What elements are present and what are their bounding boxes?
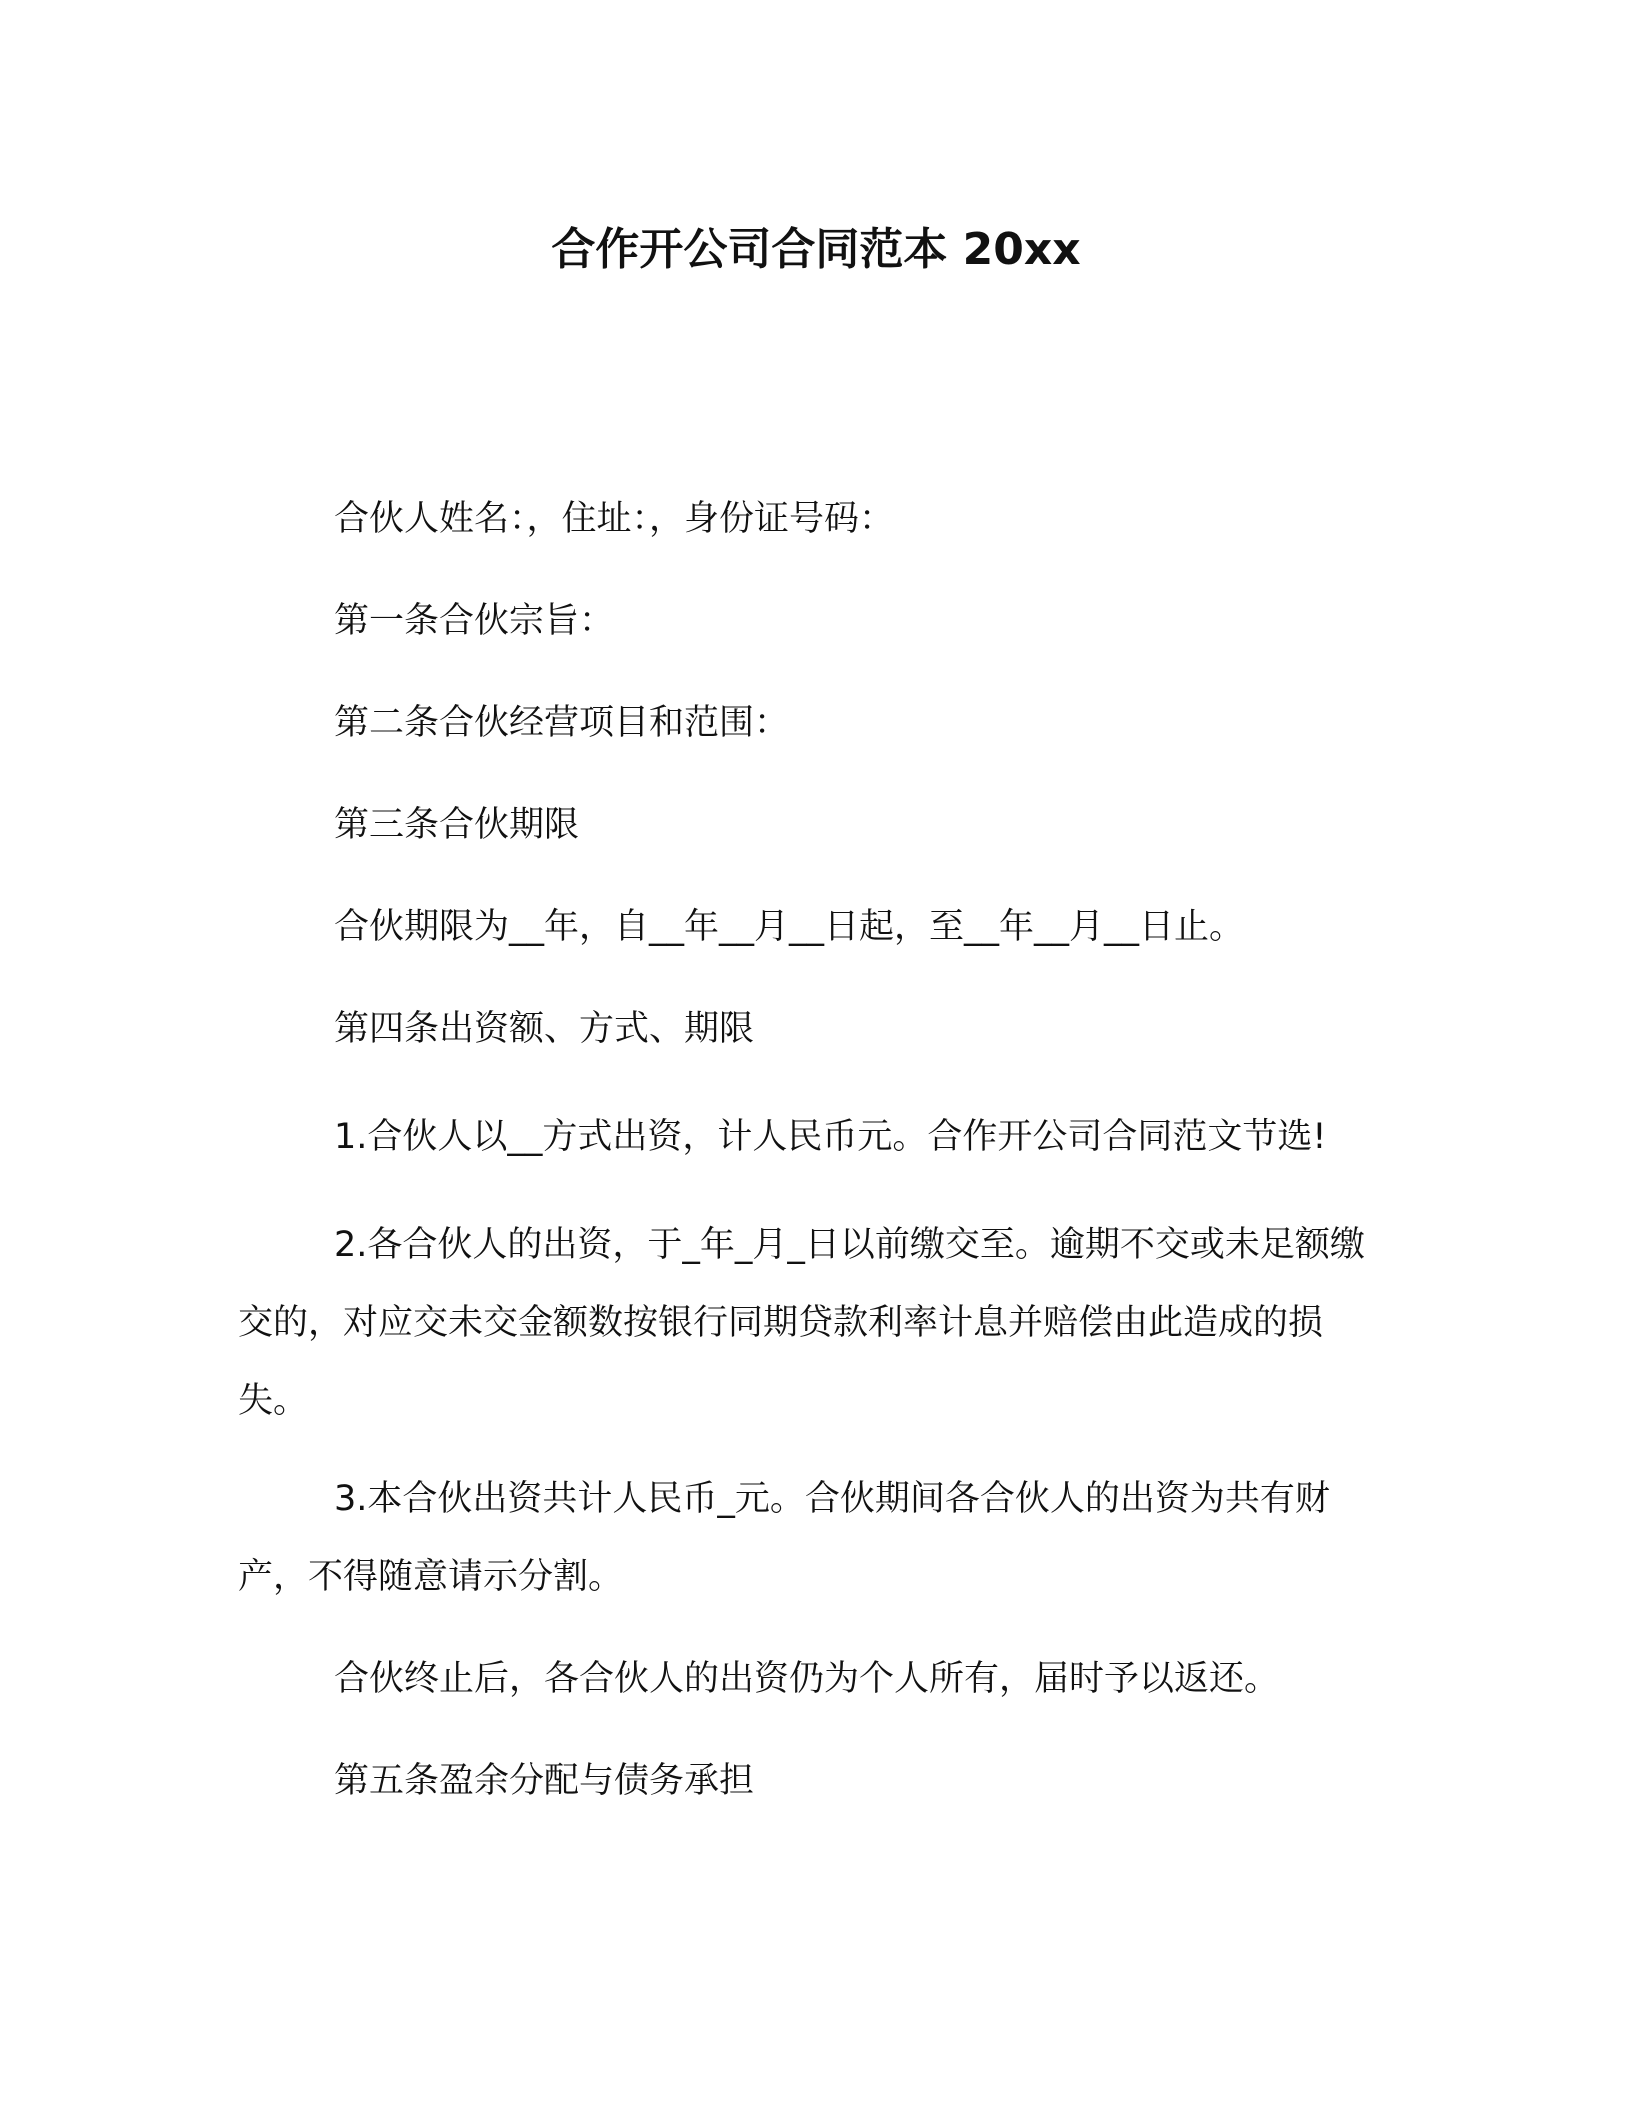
paragraph-term: 合伙期限为__年，自__年__月__日起，至__年__月__日止。 xyxy=(334,907,1245,947)
document-title: 合作开公司合同范本 20xx xyxy=(551,224,1081,275)
paragraph-clause-2: 2.各合伙人的出资，于_年_月_日以前缴交至。逾期不交或未足额缴交的，对应交未交金额数按银行同期贷款利率计息并赔偿由此造成的损失。 xyxy=(238,1225,1365,1421)
paragraph-clause-1: 1.合伙人以__方式出资，计人民币元。合作开公司合同范文节选! xyxy=(334,1117,1327,1157)
paragraph-article-2: 第二条合伙经营项目和范围： xyxy=(334,703,790,743)
paragraph-clause-3: 3.本合伙出资共计人民币_元。合伙期间各合伙人的出资为共有财产，不得随意请示分割。 xyxy=(238,1479,1330,1597)
paragraph-article-1: 第一条合伙宗旨： xyxy=(334,601,615,641)
paragraph-termination: 合伙终止后，各合伙人的出资仍为个人所有，届时予以返还。 xyxy=(334,1659,1280,1699)
paragraph-article-5: 第五条盈余分配与债务承担 xyxy=(334,1761,755,1801)
paragraph-partner-info: 合伙人姓名：，住址：，身份证号码： xyxy=(334,499,895,539)
paragraph-article-4: 第四条出资额、方式、期限 xyxy=(334,1009,755,1049)
paragraph-article-3: 第三条合伙期限 xyxy=(334,805,580,845)
